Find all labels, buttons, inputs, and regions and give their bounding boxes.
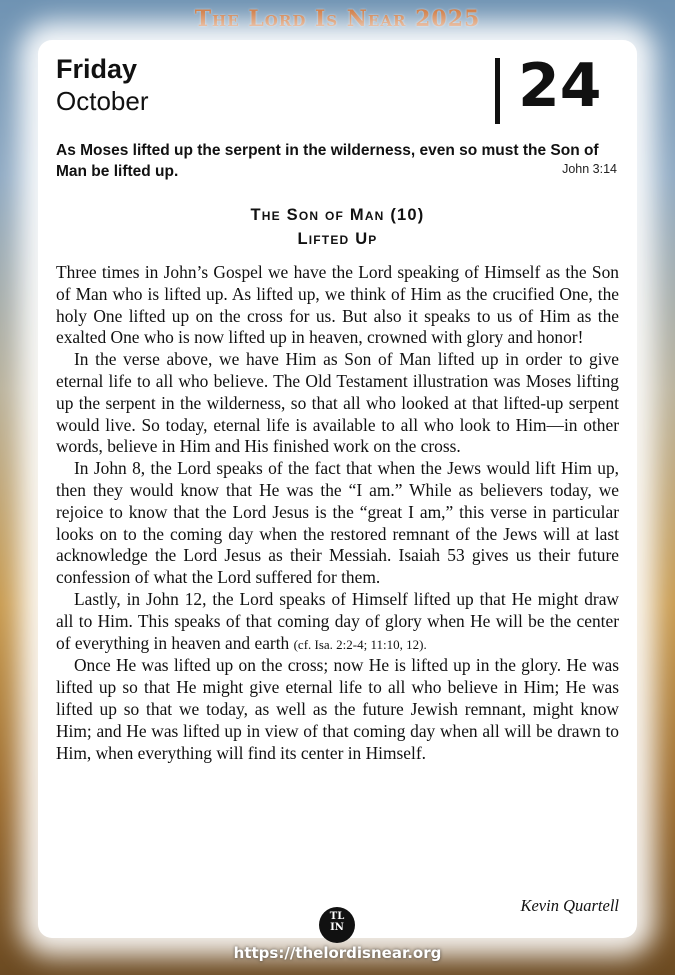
publication-title: The Lord Is Near 2025 [194, 6, 481, 32]
paragraph-5: Once He was lifted up on the cross; now He is lifted up in the glory. He was lifted up so that He might give eternal life to all who believe in Him; He was lifted up so that we today, as well as the future Jewish remnant, might know Him; and He was lifted up in view of that coming day when all will be drawn to Him, when everything will find its center in Himself. [56, 655, 619, 763]
devotional-card [38, 40, 637, 938]
paragraph-4-reference: (cf. Isa. 2:2-4; 11:10, 12). [293, 636, 427, 652]
key-verse: As Moses lifted up the serpent in the wilderness, even so must the Son of Man be lifted up. [56, 142, 599, 180]
paragraph-4-text: Lastly, in John 12, the Lord speaks of Himself lifted up that He might draw all to Him. This speaks of that coming day of glory when He will be the center of everything in heaven and earth [56, 588, 619, 653]
article-title: The Son of Man (10) [250, 206, 425, 224]
article-subtitle: Lifted Up [297, 230, 378, 248]
author-name: Kevin Quartell [520, 896, 619, 915]
paragraph-4 [56, 589, 619, 655]
date-divider [495, 58, 500, 124]
website-link[interactable]: https://thelordisnear.org [233, 944, 442, 962]
tlin-logo-icon [319, 907, 355, 943]
logo-text-bottom: IN [330, 922, 344, 933]
article-body [56, 262, 619, 764]
month-name: October [56, 86, 149, 116]
paragraph-1: Three times in John’s Gospel we have the Lord speaking of Himself as the Son of Man who is lifted up. As lifted up, we think of Him as the crucified One, the holy One lifted up on the cross for us. But also it speaks to us of Him as the exalted One who is now lifted up in heaven, crowned with glory and honor! [56, 262, 619, 348]
paragraph-3: In John 8, the Lord speaks of the fact that when the Jews would lift Him up, then they would know that He was the “I am.” While as believers today, we rejoice to know that the Lord Jesus is the “great I am,” this verse in particular looks on to the coming day when the restored remnant of the Jews will at last acknowledge the Lord Jesus as their Messiah. Isaiah 53 gives us their future confession of what the Lord suffered for them. [56, 458, 619, 588]
key-verse-reference: John 3:14 [562, 162, 617, 176]
logo-text-top: TL [329, 911, 345, 922]
day-name: Friday [56, 54, 138, 84]
date-number: 24 [518, 51, 602, 121]
paragraph-2: In the verse above, we have Him as Son of Man lifted up in order to give eternal life to all who believe. The Old Testament illustration was Moses lifting up the serpent in the wilderness, so that all who looked at that lifted-up serpent would live. So today, eternal life is available to all who look to Him—in other words, believe in Him and His finished work on the cross. [56, 349, 619, 457]
